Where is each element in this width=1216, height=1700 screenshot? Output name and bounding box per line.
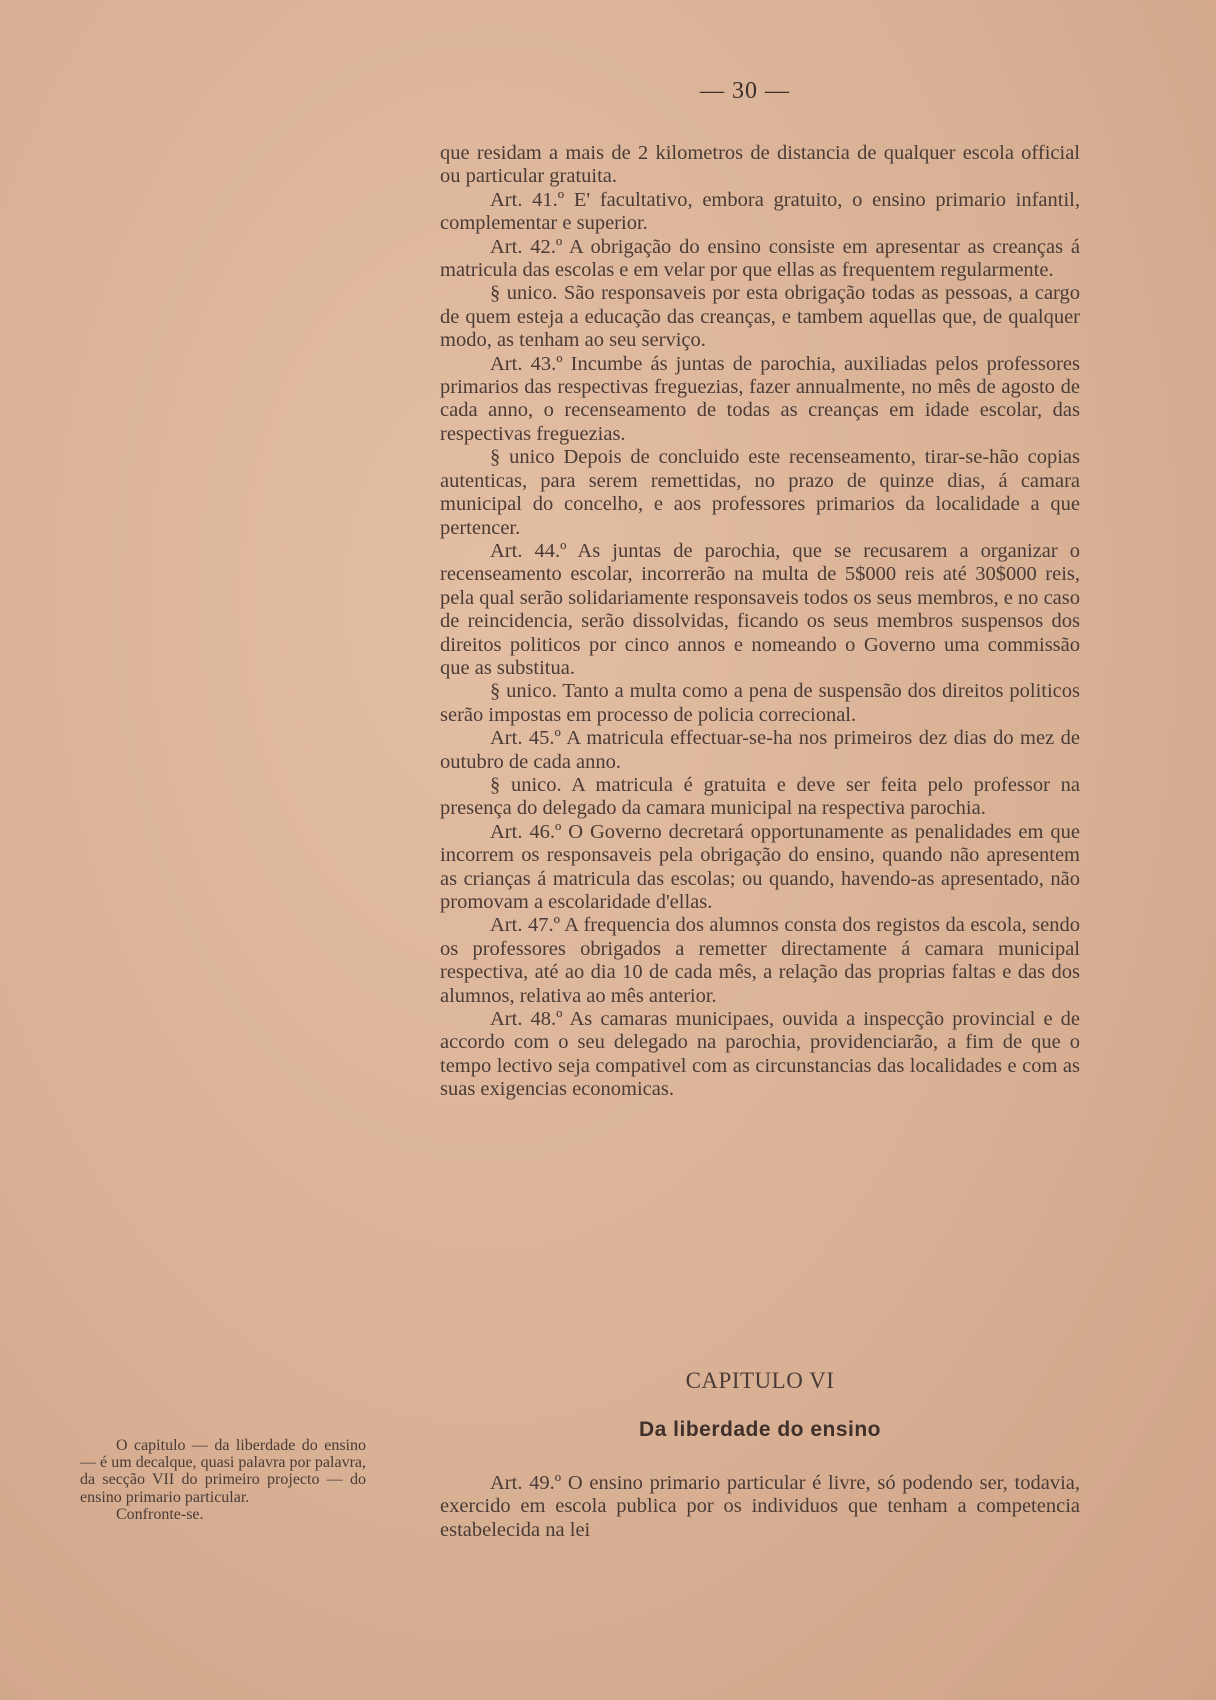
paragraph: que residam a mais de 2 kilometros de distancia de qualquer escola official ou particular gratuita. xyxy=(440,142,1080,188)
margin-note-closing: Confronte-se. xyxy=(116,1505,204,1523)
article-42-unico: § unico. São responsaveis por esta obrigação todas as pessoas, a cargo de quem esteja a educação das creanças, e tambem aquellas que, de qualquer modo, as tenham ao seu serviço. xyxy=(440,282,1080,352)
chapter-title: CAPITULO VI xyxy=(685,1368,835,1393)
page-number: — 30 — xyxy=(700,78,790,104)
article-42: Art. 42.º A obrigação do ensino consiste em apresentar as creanças á matricula das escolas e em velar por que ellas as frequentem regularmente. xyxy=(440,235,1080,282)
article-46: Art. 46.º O Governo decretará opportunamente as penalidades em que incorrem os responsaveis pela obrigação do ensino, quando não apresentem as crianças á matricula das escolas; ou quando, havendo-as apresentado, não promovam a escolaridade d'ellas. xyxy=(440,820,1080,913)
article-41: Art. 41.º E' facultativo, embora gratuito, o ensino primario infantil, complementar e superior. xyxy=(440,188,1080,235)
margin-note-text: O capitulo — da liberdade do ensino — é um decalque, quasi palavra por palavra, da secção VII do primeiro projecto — do ensino primario particular. xyxy=(80,1437,366,1506)
article-44: Art. 44.º As juntas de parochia, que se recusarem a organizar o recenseamento escolar, incorrerão na multa de 5$000 reis até 30$000 reis, pela qual serão solidariamente responsaveis todos os seus membros, e no caso de reincidencia, serão dissolvidas, ficando os seus membros suspensos dos direitos politicos por cinco annos e nomeando o Governo uma commissão que as substitua. xyxy=(440,539,1080,679)
margin-note xyxy=(80,1437,366,1523)
article-47: Art. 47.º A frequencia dos alumnos consta dos registos da escola, sendo os professores obrigados a remetter directamente á camara municipal respectiva, até ao dia 10 de cada mês, a relação das proprias faltas e das dos alumnos, relativa ao mês anterior. xyxy=(440,914,1080,1007)
article-43-unico: § unico Depois de concluido este recenseamento, tirar-se-hão copias autenticas, para serem remettidas, no prazo de quinze dias, á camara municipal do concelho, e aos professores primarios da localidade a que pertencer. xyxy=(440,446,1080,539)
article-43: Art. 43.º Incumbe ás juntas de parochia, auxiliadas pelos professores primarios das respectivas freguezias, fazer annualmente, no mês de agosto de cada anno, o recenseamento de todas as creanças em idade escolar, das respectivas freguezias. xyxy=(440,352,1080,445)
article-49: Art. 49.º O ensino primario particular é livre, só podendo ser, todavia, exercido em escola publica por os individuos que tenham a competencia estabelecida na lei xyxy=(440,1472,1080,1541)
article-45-unico: § unico. A matricula é gratuita e deve ser feita pelo professor na presença do delegado da camara municipal na respectiva parochia. xyxy=(440,773,1080,820)
article-48: Art. 48.º As camaras municipaes, ouvida a inspecção provincial e de accordo com o seu delegado na parochia, providenciarão, a fim de que o tempo lectivo seja compativel com as circunstancias das localidades e com as suas exigencias economicas. xyxy=(440,1008,1080,1101)
final-text-column xyxy=(440,1472,1080,1542)
section-title: Da liberdade do ensino xyxy=(638,1418,882,1441)
main-text-column xyxy=(440,142,1080,1102)
article-45: Art. 45.º A matricula effectuar-se-ha nos primeiros dez dias do mez de outubro de cada anno. xyxy=(440,727,1080,773)
article-44-unico: § unico. Tanto a multa como a pena de suspensão dos direitos politicos serão impostas em processo de policia correcional. xyxy=(440,680,1080,726)
